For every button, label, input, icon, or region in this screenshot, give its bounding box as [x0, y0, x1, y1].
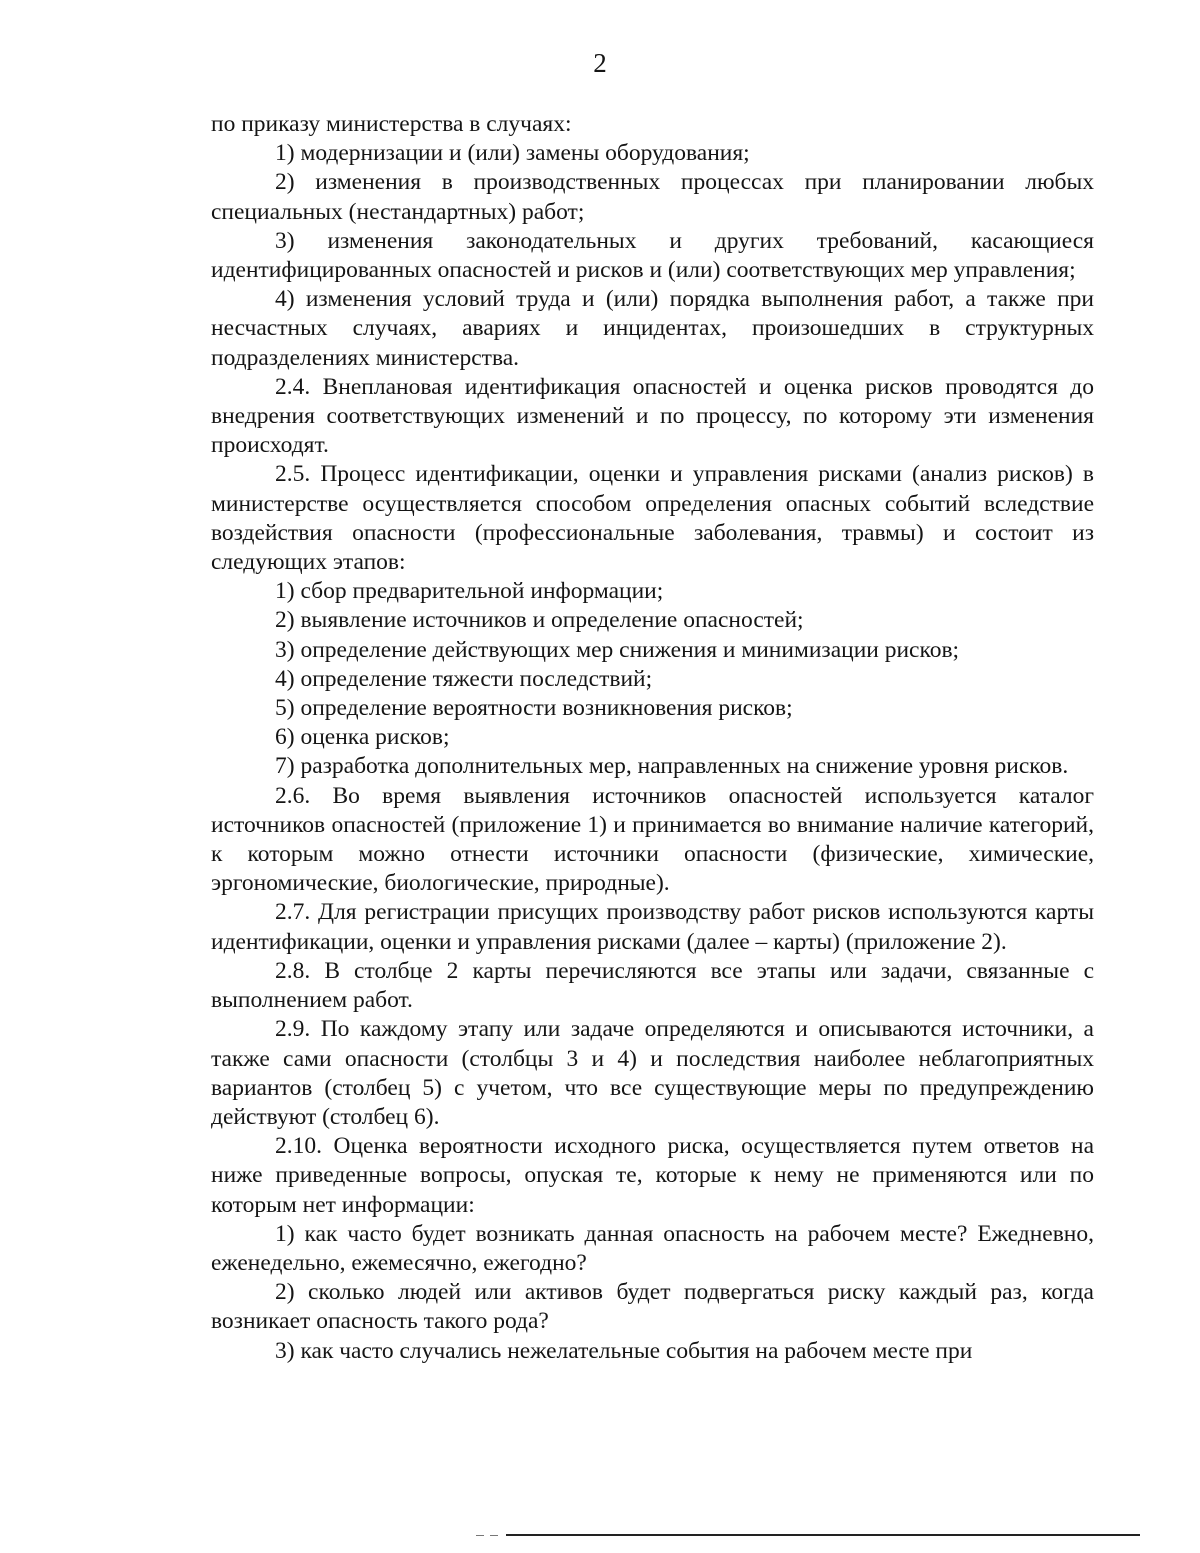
paragraph: 1) модернизации и (или) замены оборудования;	[275, 140, 750, 167]
paragraph: 1) сбор предварительной информации;	[275, 578, 664, 605]
footer-rule	[506, 1534, 1140, 1536]
paragraph: 7) разработка дополнительных мер, направленных на снижение уровня рисков.	[275, 753, 1069, 780]
paragraph: 6) оценка рисков;	[275, 724, 450, 751]
paragraph: 2.4. Внеплановая идентификация опасностей и оценка рисков проводятся до внедрения соответствующих изменений и по процессу, по которому эти изменения происходят.	[211, 373, 1094, 459]
page-number: 2	[593, 48, 607, 78]
paragraph: по приказу министерства в случаях:	[211, 111, 572, 137]
paragraph: 2) выявление источников и определение опасностей;	[275, 607, 804, 634]
paragraph: 2) изменения в производственных процессах при планировании любых специальных (нестандартных) работ;	[211, 169, 1094, 225]
paragraph: 2.7. Для регистрации присущих производству работ рисков используются карты идентификации, оценки и управления рисками (далее – карты) (приложение 2).	[211, 899, 1094, 955]
paragraph: 2) сколько людей или активов будет подвергаться риску каждый раз, когда возникает опасность такого рода?	[211, 1279, 1094, 1335]
paragraph: 3) определение действующих мер снижения и минимизации рисков;	[275, 636, 960, 663]
paragraph: 2.10. Оценка вероятности исходного риска, осуществляется путем ответов на ниже приведенные вопросы, опуская те, которые к нему не применяются или по которым нет информации:	[211, 1133, 1094, 1218]
paragraph: 2.5. Процесс идентификации, оценки и управления рисками (анализ рисков) в министерстве осуществляется способом определения опасных событий вследствие воздействия опасности (профессиональные заболевания, травмы) и состоит из следующих этапов:	[211, 461, 1094, 576]
paragraph: 4) изменения условий труда и (или) порядка выполнения работ, а также при несчастных случаях, авариях и инцидентах, произошедших в структурных подразделениях министерства.	[211, 286, 1094, 371]
paragraph: 2.6. Во время выявления источников опасностей используется каталог источников опасностей (приложение 1) и принимается во внимание наличие категорий, к которым можно отнести источники опасности (физические, химические, эргономические, биологические, природные).	[211, 782, 1094, 897]
footer-rule-dash	[490, 1535, 498, 1536]
paragraph: 5) определение вероятности возникновения рисков;	[275, 695, 793, 722]
paragraph: 3) изменения законодательных и других требований, касающиеся идентифицированных опасностей и рисков и (или) соответствующих мер управления;	[211, 227, 1094, 284]
paragraph: 3) как часто случались нежелательные события на рабочем месте при	[275, 1337, 973, 1364]
paragraph: 2.8. В столбце 2 карты перечисляются все этапы или задачи, связанные с выполнением работ.	[211, 957, 1094, 1014]
paragraph: 2.9. По каждому этапу или задаче определяются и описываются источники, а также сами опасности (столбцы 3 и 4) и последствия наиболее неблагоприятных вариантов (столбец 5) с учетом, что все существующие меры по предупреждению действуют (столбец 6).	[211, 1016, 1094, 1130]
footer-rule-dash	[476, 1535, 484, 1536]
document-body	[211, 110, 1094, 1366]
paragraph: 1) как часто будет возникать данная опасность на рабочем месте? Ежедневно, еженедельно, ежемесячно, ежегодно?	[211, 1220, 1094, 1276]
paragraph: 4) определение тяжести последствий;	[275, 665, 653, 692]
